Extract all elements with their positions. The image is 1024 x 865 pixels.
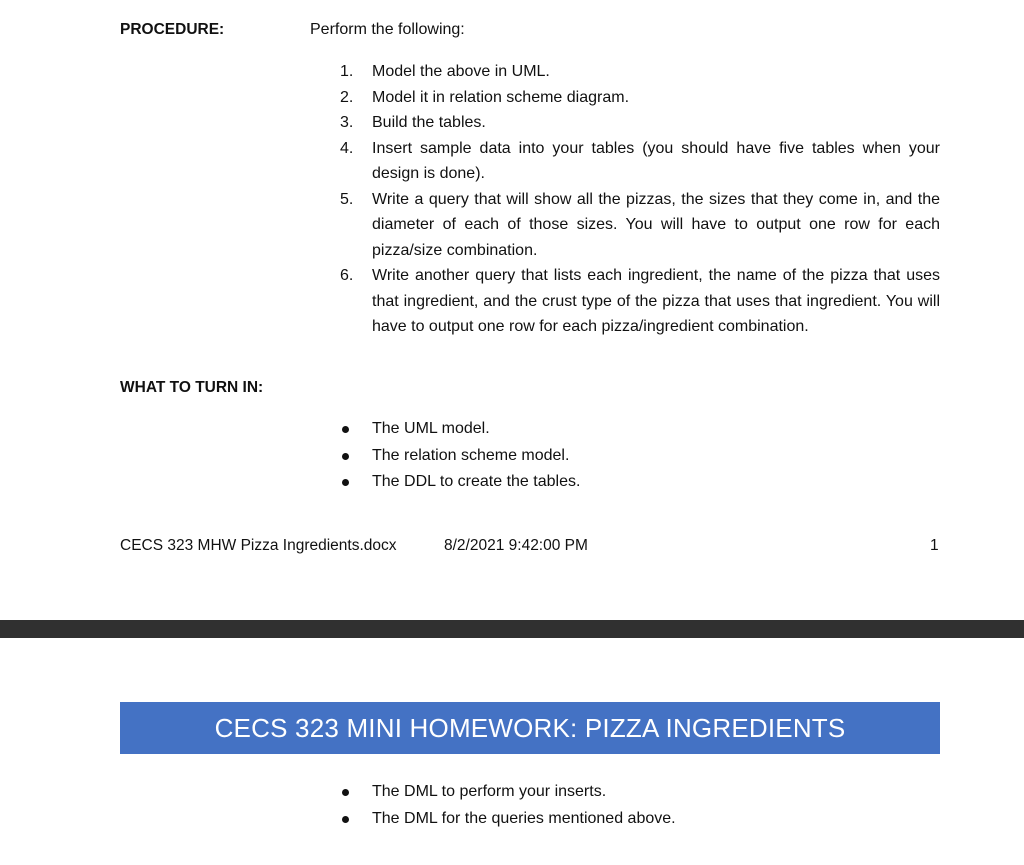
list-item bbox=[333, 110, 940, 136]
step-number: 1. bbox=[340, 63, 354, 80]
bullet-icon bbox=[342, 479, 349, 486]
turn-in-list bbox=[333, 416, 940, 496]
bullet-icon bbox=[342, 426, 349, 433]
turn-in-list-continued bbox=[333, 779, 940, 832]
bullet-icon bbox=[342, 789, 349, 796]
list-item bbox=[333, 443, 940, 470]
footer-timestamp: 8/2/2021 9:42:00 PM bbox=[444, 537, 588, 554]
footer-page-number: 1 bbox=[930, 537, 939, 554]
step-text: Write another query that lists each ingredient, the name of the pizza that uses that ingredient, and the crust type of the pizza that uses that ingredient. You will have to output one row for each pizza/ingredient combination. bbox=[372, 267, 940, 335]
step-text: Model the above in UML. bbox=[372, 63, 550, 80]
list-item bbox=[333, 85, 940, 111]
step-number: 2. bbox=[340, 88, 354, 106]
list-item bbox=[333, 779, 940, 806]
step-text: Model it in relation scheme diagram. bbox=[372, 88, 630, 106]
turn-in-item: The DDL to create the tables. bbox=[372, 473, 581, 490]
step-number: 5. bbox=[340, 190, 354, 208]
bullet-icon bbox=[342, 453, 349, 460]
step-number: 6. bbox=[340, 267, 354, 284]
footer-filename: CECS 323 MHW Pizza Ingredients.docx bbox=[120, 537, 397, 554]
step-number: 4. bbox=[340, 139, 354, 157]
list-item bbox=[333, 187, 940, 264]
list-item bbox=[333, 136, 940, 187]
turn-in-label: WHAT TO TURN IN: bbox=[120, 379, 264, 396]
turn-in-item: The UML model. bbox=[372, 420, 490, 437]
step-text: Build the tables. bbox=[372, 114, 486, 131]
list-item bbox=[333, 416, 940, 443]
list-item bbox=[333, 59, 940, 85]
procedure-steps-list bbox=[333, 59, 940, 340]
step-number: 3. bbox=[340, 114, 354, 131]
turn-in-item: The DML to perform your inserts. bbox=[372, 783, 607, 800]
list-item bbox=[333, 263, 940, 340]
turn-in-item: The DML for the queries mentioned above. bbox=[372, 809, 676, 827]
step-text: Write a query that will show all the pizzas, the sizes that they come in, and the diameter of each of those sizes. You will have to output one row for each pizza/size combination. bbox=[372, 190, 940, 259]
list-item bbox=[333, 469, 940, 496]
procedure-intro: Perform the following: bbox=[310, 21, 465, 38]
turn-in-item: The relation scheme model. bbox=[372, 446, 570, 464]
page-separator bbox=[0, 620, 1024, 638]
bullet-icon bbox=[342, 816, 349, 823]
document-page-2 bbox=[0, 638, 1024, 865]
list-item bbox=[333, 806, 940, 833]
procedure-label: PROCEDURE: bbox=[120, 21, 225, 38]
step-text: Insert sample data into your tables (you should have five tables when your design is done). bbox=[372, 139, 940, 182]
page-title-banner: CECS 323 MINI HOMEWORK: PIZZA INGREDIENTS bbox=[120, 702, 940, 754]
